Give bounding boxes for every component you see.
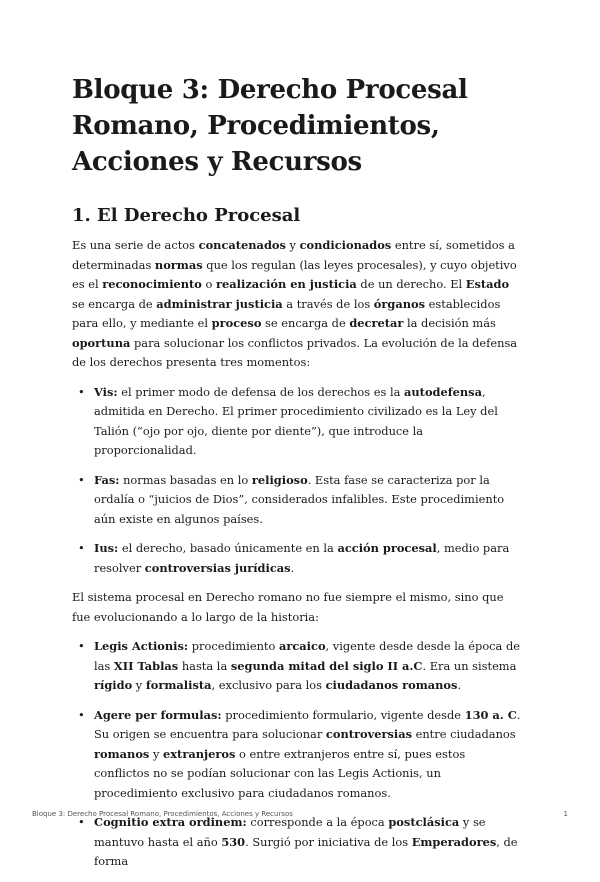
bullet-icon: • (78, 541, 85, 555)
moments-list (72, 383, 522, 579)
section-heading: 1. El Derecho Procesal (72, 205, 301, 226)
intro-paragraph: Es una serie de actos concatenados y condicionados entre sí, sometidos a determinadas normas que los regulan (las leyes procesales), y cuyo objetivo es el reconocimiento o realización en justicia de un derecho. El Estado se encarga de administrar justicia a través de los órganos establecidos para ello, y mediante el proceso se encarga de decretar la decisión más oportuna para solucionar los conflictos privados. La evolución de la defensa de los derechos presenta tres momentos: (72, 238, 518, 369)
footer-title: Bloque 3: Derecho Procesal Romano, Procedimientos, Acciones y Recursos (32, 810, 293, 818)
bullet-icon: • (78, 815, 85, 829)
bullet-icon: • (78, 472, 85, 487)
list-item-vis: • Vis: el primer modo de defensa de los derechos es la autodefensa, admitida en Derecho. El primer procedimiento civilizado es la Ley del Talión (“ojo por ojo, diente por diente”), que introduce la proporcionalidad. (78, 384, 498, 457)
page-footer (32, 810, 568, 818)
list-item-agere-per-formulas: • Agere per formulas: procedimiento formulario, vigente desde 130 a. C. Su origen se encuentra para solucionar controversias entre ciudadanos romanos y extranjeros o entre extranjeros entre sí, pues estos conflictos no se podían solucionar con las Legis Actionis, un procedimiento exclusivo para ciudadanos romanos. (78, 707, 521, 800)
procedures-list (72, 637, 522, 872)
list-item-cognitio-extra-ordinem: • Cognitio extra ordinem: corresponde a la época postclásica y se mantuvo hasta el año 530. Surgió por iniciativa de los Emperadores, de forma (78, 815, 518, 868)
evolution-paragraph: El sistema procesal en Derecho romano no fue siempre el mismo, sino que fue evolucionando a lo largo de la historia: (72, 590, 504, 624)
list-item-ius: • Ius: el derecho, basado únicamente en la acción procesal, medio para resolver controversias jurídicas. (78, 541, 510, 575)
bullet-icon: • (78, 384, 85, 399)
page-number: 1 (563, 810, 568, 818)
document-page (72, 72, 522, 882)
bullet-icon: • (78, 639, 85, 653)
list-item-fas: • Fas: normas basadas en lo religioso. Esta fase se caracteriza por la ordalía o “juicios de Dios”, considerados infalibles. Este procedimiento aún existe en algunos países. (78, 472, 505, 526)
bullet-icon: • (78, 707, 85, 722)
list-item-legis-actionis: • Legis Actionis: procedimiento arcaico, vigente desde desde la época de las XII Tablas hasta la segunda mitad del siglo II a.C. Era un sistema rígido y formalista, exclusivo para los ciudadanos romanos. (78, 639, 521, 692)
document-title: Bloque 3: Derecho Procesal Romano, Procedimientos, Acciones y Recursos (72, 75, 468, 177)
